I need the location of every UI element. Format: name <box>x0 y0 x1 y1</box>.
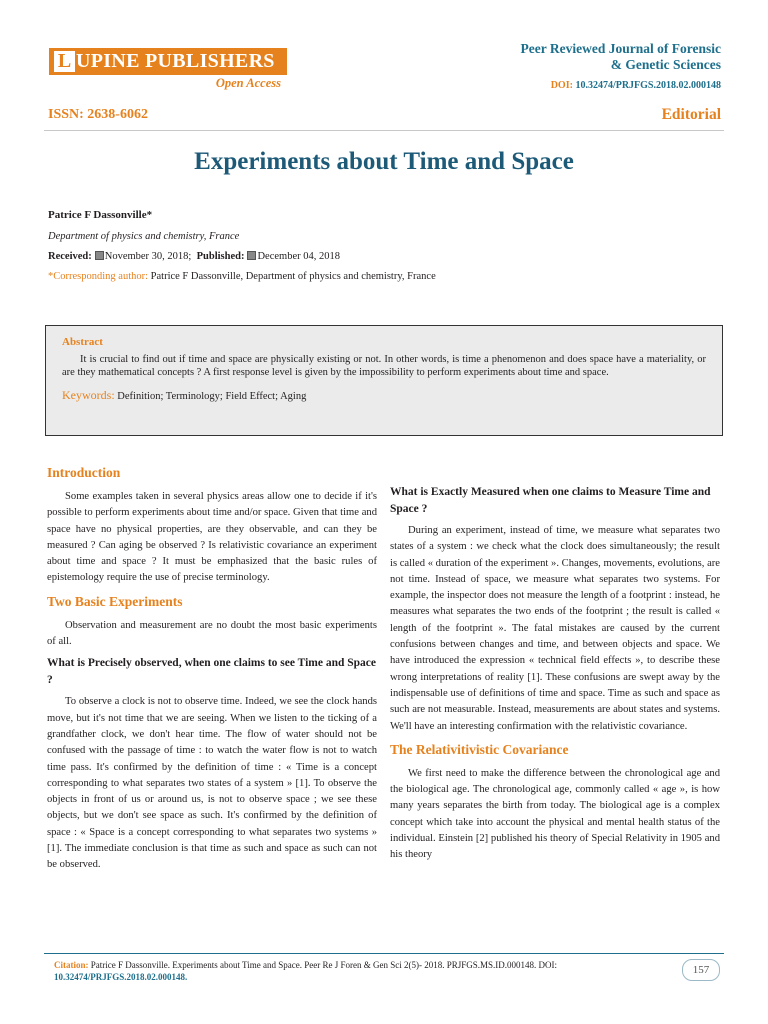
corresponding-author <box>48 270 728 284</box>
received-label: Received: <box>48 251 92 262</box>
logo-subtitle: Open Access <box>215 76 281 90</box>
corresponding-text: Patrice F Dassonville, Department of physics and chemistry, France <box>150 271 436 282</box>
page-title: Experiments about Time and Space <box>194 148 574 175</box>
section-heading: Two Basic Experiments <box>47 593 183 609</box>
doi-link[interactable]: 10.32474/PRJFGS.2018.02.000148 <box>575 80 721 91</box>
header-divider <box>44 130 724 131</box>
journal-name-line1: Peer Reviewed Journal of Forensic <box>520 41 721 56</box>
subsection-heading: What is Exactly Measured when one claims to Measure Time and Space ? <box>390 486 711 515</box>
right-column <box>390 480 720 869</box>
department: Department of physics and chemistry, France <box>48 231 240 242</box>
journal-name <box>521 41 721 73</box>
abstract-heading: Abstract <box>62 336 103 348</box>
dates <box>48 250 728 264</box>
paragraph: We first need to make the difference between the chronological age and the biological age. The chronological age, commonly called « age », is how many years separates the birth from today. The biological age is a complex concept which take into account the physical and mental health status of the individual. Einstein [2] published his theory of Special Relativity in 1905 and his theory <box>390 767 720 861</box>
journal-name-line2: & Genetic Sciences <box>610 57 721 72</box>
paragraph: Observation and measurement are no doubt the most basic experiments of all. <box>47 619 377 648</box>
paragraph: Some examples taken in several physics areas allow one to decide if it's possible to perform experiments about time and/or space. Given that time and space have no physical properties, are they observable, and can they be measured ? Can aging be observed ? Is relativistic covariance an experiment about time and space ? It must be emphasized that the basic rules of epistemology require the use of precise terminology. <box>47 491 377 584</box>
publisher-logo <box>49 44 287 92</box>
doi <box>551 80 721 91</box>
calendar-icon <box>95 251 104 260</box>
citation <box>54 959 664 983</box>
published-label: Published: <box>196 251 245 262</box>
issn: ISSN: 2638-6062 <box>48 107 148 122</box>
abstract-box <box>45 325 723 436</box>
author: Patrice F Dassonville* <box>48 209 153 221</box>
calendar-icon <box>247 251 256 260</box>
footer-divider <box>44 953 724 954</box>
keywords-text: Definition; Terminology; Field Effect; Aging <box>117 390 307 402</box>
logo-letter: L <box>54 51 75 72</box>
citation-doi-link[interactable]: 10.32474/PRJFGS.2018.02.000148. <box>54 972 188 982</box>
page-number: 157 <box>682 959 720 981</box>
paragraph: To observe a clock is not to observe time. Indeed, we see the clock hands move, but it's not time that we are seeing. When we listen to the ticking of a grandfather clock, we don't hear time. The flow of water should not be confused with the passage of time : to watch the water flow is not to watch time pass. It's confirmed by the definition of time : « Time is a concept corresponding to what separates two states of a system » [1]. To observe the objects in front of us or around us, is not to observe space ; we see these objects, but we don't see space as such. It's confirmed by the definition of space : « Space is a concept corresponding to what separates two systems » [1]. The immediate conclusion is that time as such and space as such can not be observed. <box>47 696 377 871</box>
left-column <box>47 463 377 879</box>
section-heading: Introduction <box>47 465 121 480</box>
abstract-text: It is crucial to find out if time and space are physically existing or not. In other words, is time a phenomenon and does space have a materiality, or are they mathematical concepts ? A first response level is given by the impossibility to perform experiments about time and space. <box>62 353 706 378</box>
section-heading: The Relativitivistic Covariance <box>390 741 569 757</box>
article-meta <box>48 208 728 284</box>
article-type: Editorial <box>661 106 721 123</box>
keywords <box>62 389 706 404</box>
paragraph: During an experiment, instead of time, we measure what separates two states of a system : we check what the clock does simultaneously; the result is called « duration of the experiment ». Changes, movements, evolutions, are not time. Instead of space, we measure what separates two systems. For example, the inspector does not measure the length of a footprint : instead, he measures what separates the two ends of the footprint ; the result is called « length of the footprint ». The fatal mistakes are caused by the current confusions between changes and time, and between objects and space. We have introduced the expression « technical field effects », to describe these wrong interpretations of reality [1]. These confusions are swept away by the indispensable use of definitions of time and space. Time as such and space as such are not measurable. Instead, measurements are about states and systems. We'll have an interesting confirmation with the relativistic covariance. <box>390 525 720 732</box>
doi-label: DOI: <box>550 80 573 91</box>
subsection-heading: What is Precisely observed, when one claims to see Time and Space ? <box>47 657 377 687</box>
received-date: November 30, 2018; <box>104 251 192 262</box>
citation-text: Patrice F Dassonville. Experiments about Time and Space. Peer Re J Foren & Gen Sci 2(5)- 2018. PRJFGS.MS.ID.000148. DOI: <box>90 960 557 970</box>
published-date: December 04, 2018 <box>257 251 340 262</box>
citation-label: Citation: <box>54 960 89 970</box>
corresponding-label: *Corresponding author: <box>48 271 149 282</box>
keywords-label: Keywords: <box>62 387 115 402</box>
logo-text: UPINE PUBLISHERS <box>76 50 275 72</box>
